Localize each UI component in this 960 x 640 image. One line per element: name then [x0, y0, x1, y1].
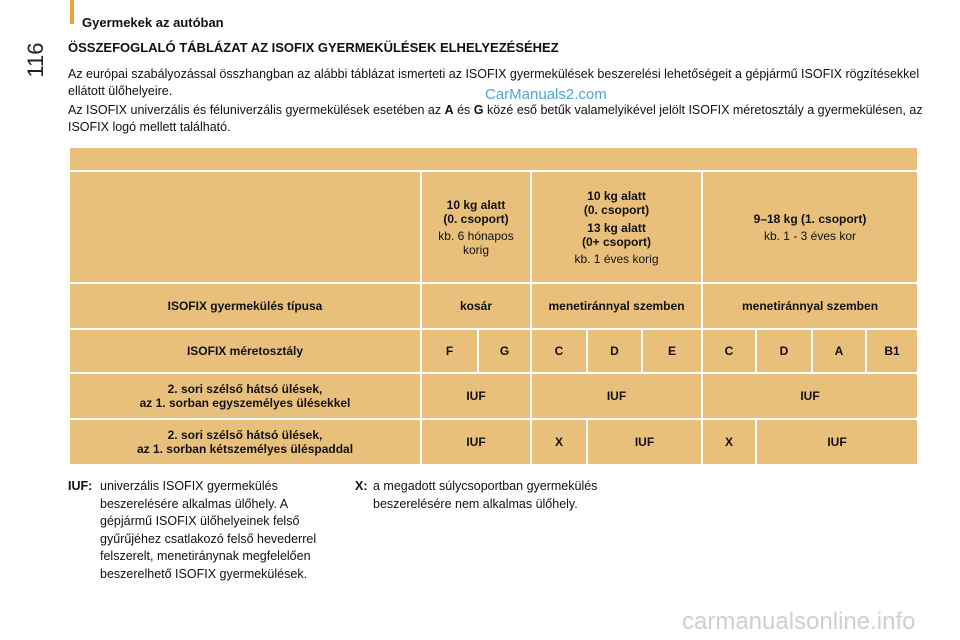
page-number: 116: [23, 42, 48, 78]
letter-g: G: [473, 103, 484, 117]
weight-col1-group: (0. csoport): [443, 211, 509, 226]
size-cell: C: [702, 329, 756, 373]
size-row: [69, 329, 918, 373]
size-cell: E: [642, 329, 702, 373]
weight-col1-title: 10 kg alatt: [446, 197, 506, 212]
seat-cell: IUF: [587, 419, 702, 465]
size-cell: D: [756, 329, 812, 373]
legend-iuf-text: univerzális ISOFIX gyermekülés beszerelésére alkalmas ülőhely. A gépjármű ISOFIX ülőhelyeinek felső gyűrűjéhez csatlakozó felső hevederrel felszerelt, menetiránynak megfelelően beszerelhető ISOFIX gyermekülések.: [100, 479, 317, 581]
intro-paragraph: Az európai szabályozással összhangban az alábbi táblázat ismerteti az ISOFIX gyermekülések beszerelési lehetőségeit a gépjármű ISOFIX rögzítésekkel ellátott ülőhelyeire.: [68, 67, 920, 98]
header-accent-bar: [70, 0, 74, 24]
seat-cell: IUF: [421, 373, 531, 419]
seat-cell: IUF: [756, 419, 918, 465]
weight-col2-sub: kb. 1 éves korig: [574, 251, 659, 266]
weight-col2-group1: (0. csoport): [583, 202, 650, 217]
seat-row-2-label-line2: az 1. sorban kétszemélyes üléspaddal: [136, 442, 354, 456]
seat-cell: IUF: [531, 373, 702, 419]
size-cell: D: [587, 329, 642, 373]
chapter-title: Gyermekek az autóban: [82, 15, 224, 30]
weight-col1-sub: kb. 6 hónapos korig: [438, 228, 514, 257]
weight-col3-sub: kb. 1 - 3 éves kor: [763, 228, 857, 243]
size-cell: G: [478, 329, 531, 373]
weight-col3: [702, 171, 918, 283]
type-row: [69, 283, 918, 329]
seat-cell: X: [531, 419, 587, 465]
type-row-label: ISOFIX gyermekülés típusa: [69, 283, 421, 329]
weight-col2: [531, 171, 702, 283]
seat-row-1: [69, 373, 918, 419]
seat-cell: X: [702, 419, 756, 465]
seat-row-2-label: [69, 419, 421, 465]
size-cell: A: [812, 329, 866, 373]
weight-col1: [421, 171, 531, 283]
size-class-paragraph: [68, 102, 923, 136]
seat-row-2-label-line1: 2. sori szélső hátsó ülések,: [167, 428, 323, 442]
type-cell: kosár: [421, 283, 531, 329]
letter-a: A: [444, 103, 454, 117]
seat-row-1-label: [69, 373, 421, 419]
weight-col2-title2: 13 kg alatt: [587, 220, 646, 235]
table-band-cell: [69, 147, 918, 171]
paragraph-text: közé eső betűk valamelyikével jelölt ISOFIX méretosztály a gyermekülésen, az ISOFIX logó mellett található.: [68, 103, 923, 134]
paragraph-text: és: [453, 103, 474, 117]
paragraph-text: Az ISOFIX univerzális és féluniverzális gyermekülések esetében az: [68, 103, 445, 117]
legend-iuf-key: IUF:: [68, 479, 93, 493]
seat-row-2: [69, 419, 918, 465]
seat-cell: IUF: [421, 419, 531, 465]
size-row-label: ISOFIX méretosztály: [69, 329, 421, 373]
weight-col3-title: 9–18 kg (1. csoport): [753, 211, 867, 226]
size-cell: C: [531, 329, 587, 373]
watermark-bottom: carmanualsonline.info: [682, 608, 916, 635]
seat-row-1-label-line2: az 1. sorban egyszemélyes ülésekkel: [139, 396, 351, 410]
watermark-top: CarManuals2.com: [485, 86, 607, 103]
weight-empty-cell: [69, 171, 421, 283]
isofix-table: [68, 146, 919, 466]
section-title: ÖSSZEFOGLALÓ TÁBLÁZAT AZ ISOFIX GYERMEKÜLÉSEK ELHELYEZÉSÉHEZ: [68, 40, 559, 55]
weight-col2-title1: 10 kg alatt: [587, 188, 646, 203]
weight-col2-group2: (0+ csoport): [581, 234, 651, 249]
seat-row-1-label-line1: 2. sori szélső hátsó ülések,: [167, 382, 323, 396]
table-top-band: [69, 147, 918, 171]
weight-row: [69, 171, 918, 283]
size-cell: F: [421, 329, 478, 373]
legend-x-text: a megadott súlycsoportban gyermekülés beszerelésére nem alkalmas ülőhely.: [373, 479, 598, 511]
type-cell: menetiránnyal szemben: [531, 283, 702, 329]
size-cell: B1: [866, 329, 918, 373]
seat-cell: IUF: [702, 373, 918, 419]
legend-x-key: X:: [355, 479, 368, 493]
type-cell: menetiránnyal szemben: [702, 283, 918, 329]
